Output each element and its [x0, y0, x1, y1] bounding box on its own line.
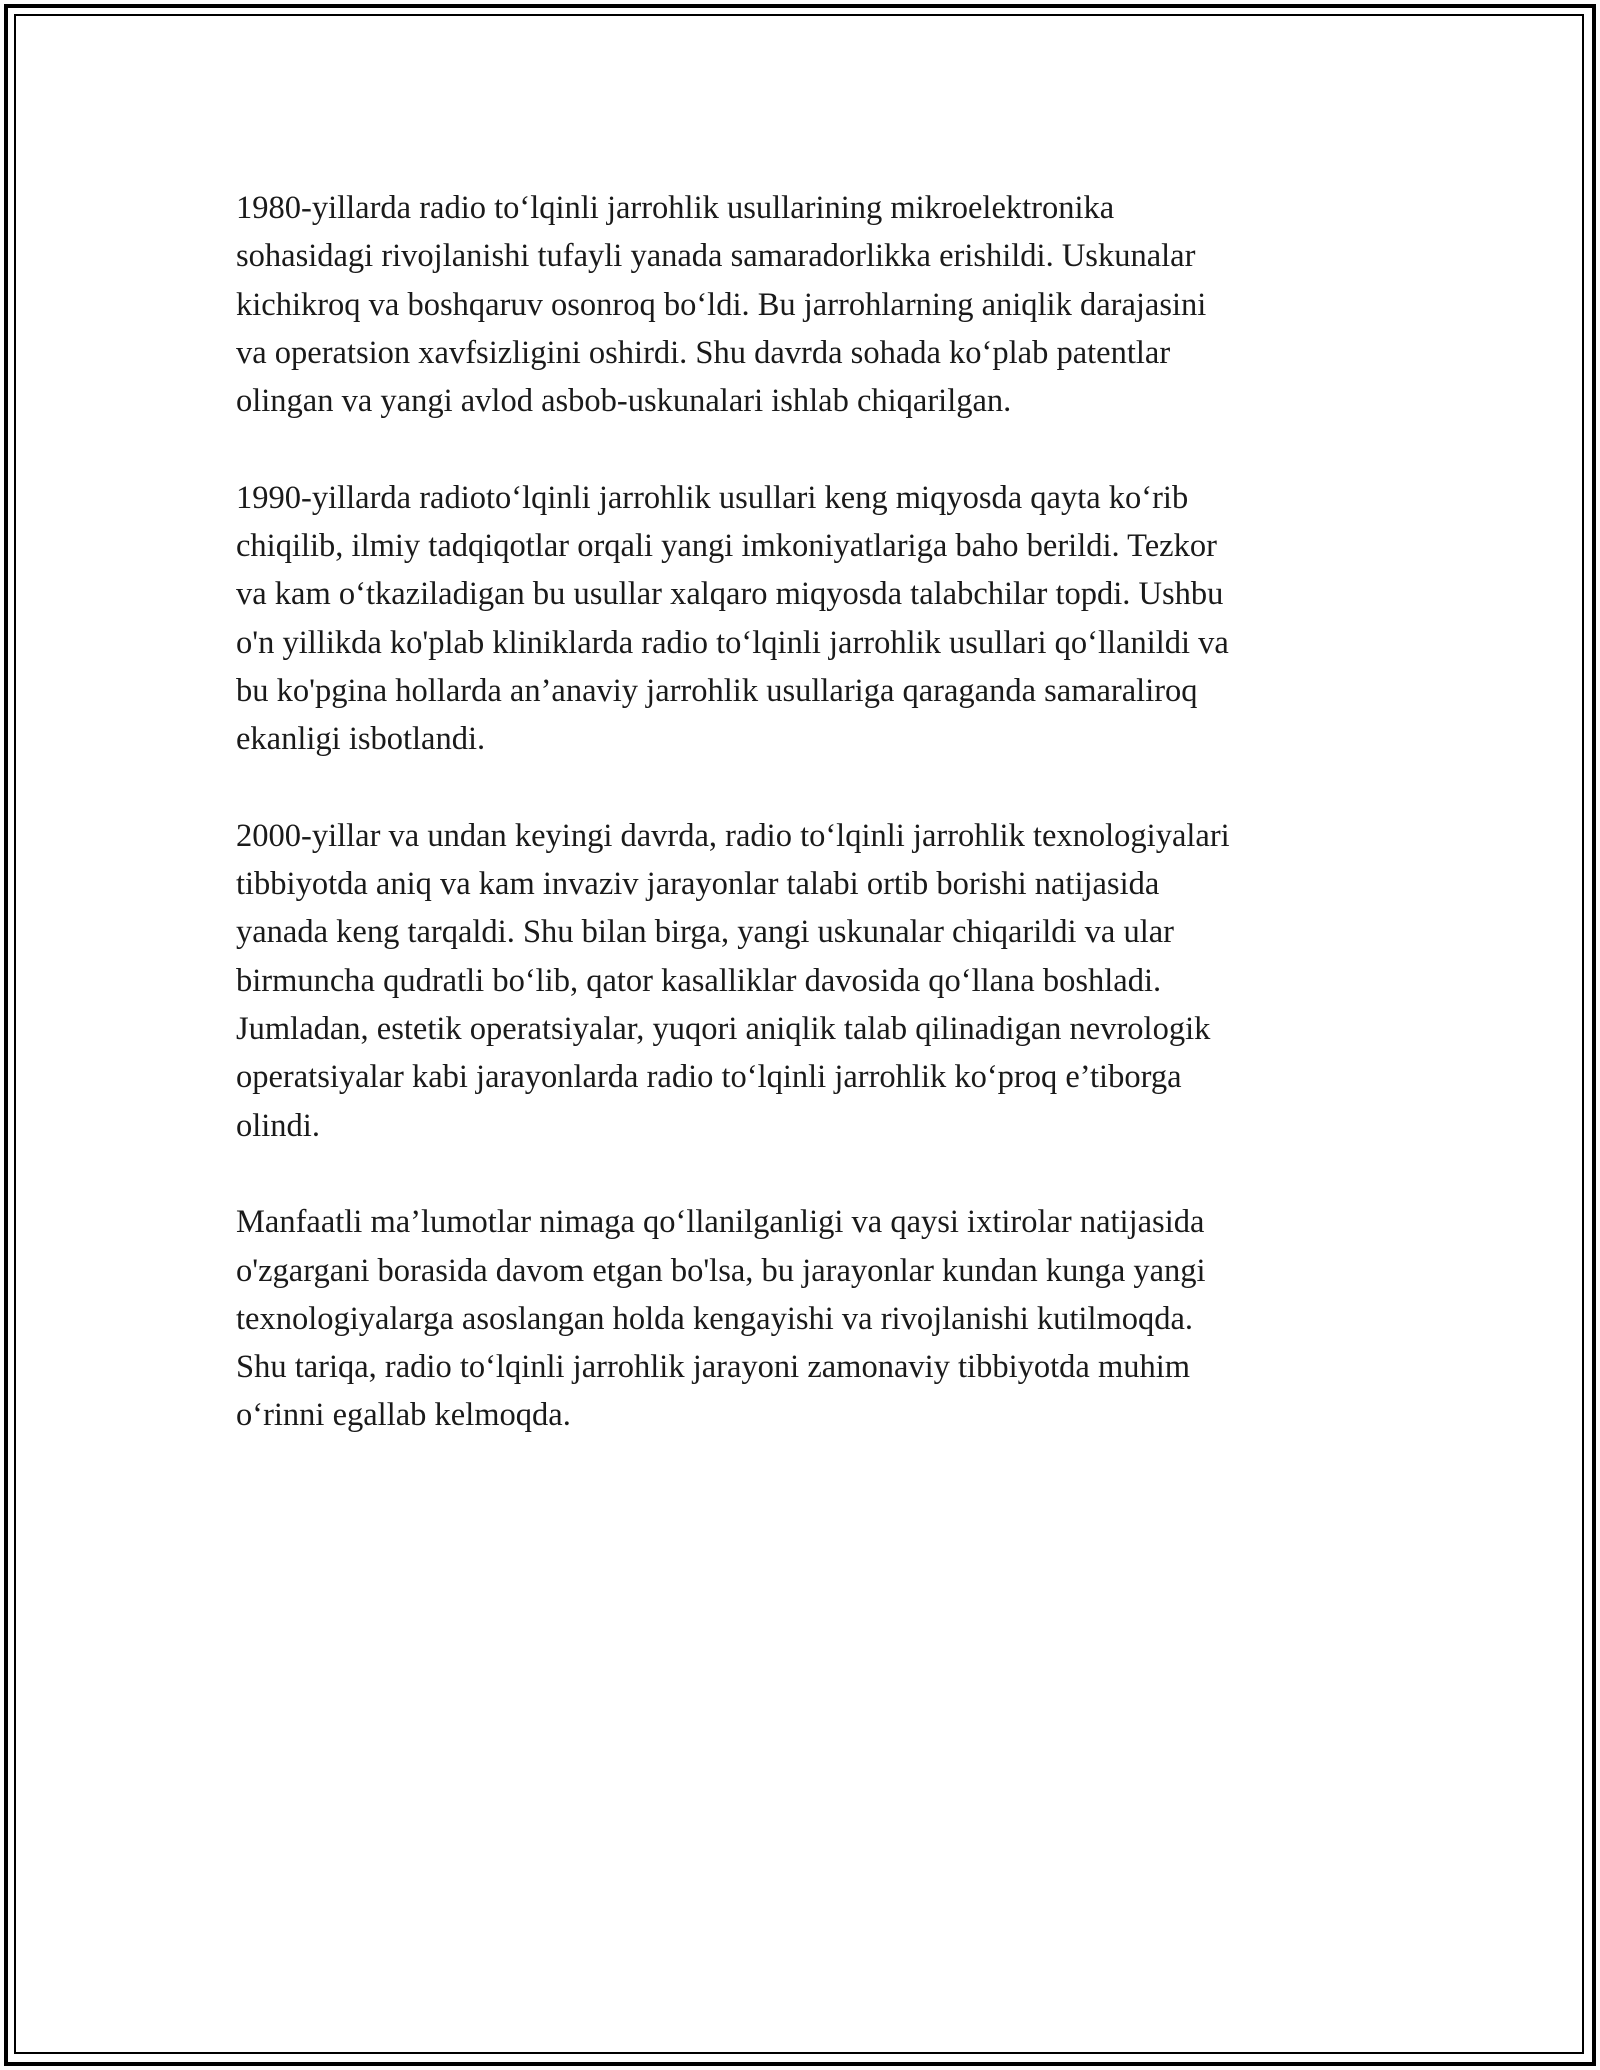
paragraph-conclusion: Manfaatli ma’lumotlar nimaga qo‘llanilganligi va qaysi ixtirolar natijasida o'zgargani borasida davom etgan bo'lsa, bu jarayonlar kundan kunga yangi texnologiyalarga asoslangan holda kengayishi va rivojlanishi kutilmoqda. Shu tariqa, radio to‘lqinli jarrohlik jarayoni zamonaviy tibbiyotda muhim o‘rinni egallab kelmoqda. [236, 1204, 1206, 1434]
document-body [236, 184, 1376, 1488]
paragraph-2000s: 2000-yillar va undan keyingi davrda, radio to‘lqinli jarrohlik texnologiyalari tibbiyotda aniq va kam invaziv jarayonlar talabi ortib borishi natijasida yanada keng tarqaldi. Shu bilan birga, yangi uskunalar chiqarildi va ular birmuncha qudratli bo‘lib, qator kasalliklar davosida qo‘llana boshladi. Jumladan, estetik operatsiyalar, yuqori aniqlik talab qilinadigan nevrologik operatsiyalar kabi jarayonlarda radio to‘lqinli jarrohlik ko‘proq e’tiborga olindi. [236, 817, 1230, 1144]
paragraph-1980s: 1980-yillarda radio to‘lqinli jarrohlik usullarining mikroelektronika sohasidagi rivojlanishi tufayli yanada samaradorlikka erishildi. Uskunalar kichikroq va boshqaruv osonroq bo‘ldi. Bu jarrohlarning aniqlik darajasini va operatsion xavfsizligini oshirdi. Shu davrda sohada ko‘plab patentlar olingan va yangi avlod asbob-uskunalari ishlab chiqarilgan. [236, 190, 1207, 420]
paragraph-1990s: 1990-yillarda radioto‘lqinli jarrohlik usullari keng miqyosda qayta ko‘rib chiqilib, ilmiy tadqiqotlar orqali yangi imkoniyatlariga baho berildi. Tezkor va kam o‘tkaziladigan bu usullar xalqaro miqyosda talabchilar topdi. Ushbu o'n yillikda ko'plab kliniklarda radio to‘lqinli jarrohlik usullari qo‘llanildi va bu ko'pgina hollarda an’anaviy jarrohlik usullariga qaraganda samaraliroq ekanligi isbotlandi. [236, 479, 1229, 758]
